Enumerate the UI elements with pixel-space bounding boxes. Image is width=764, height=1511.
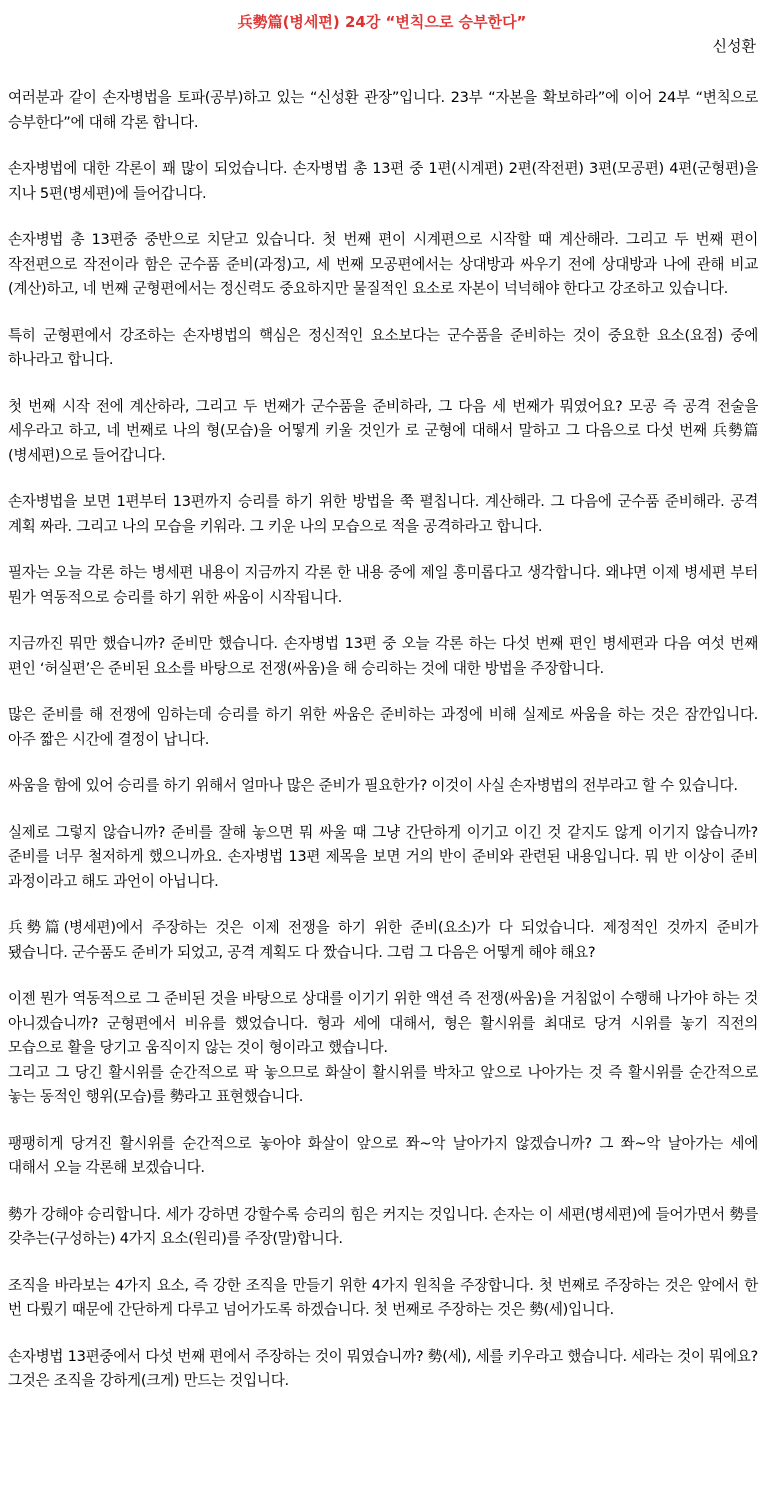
paragraph: 필자는 오늘 각론 하는 병세편 내용이 지금까지 각론 한 내용 중에 제일 흥미롭다고 생각합니다. 왜냐면 이제 병세편 부터 뭔가 역동적으로 승리를 하기 위한 싸움이 시작됩니다. [8, 564, 758, 606]
paragraph: 팽팽히게 당겨진 활시위를 순간적으로 놓아야 화살이 앞으로 쫘~악 날아가지 않겠습니까? 그 쫘~악 날아가는 세에 대해서 오늘 각론해 보겠습니다. [8, 1134, 758, 1176]
paragraph: 兵勢篇(병세편)에서 주장하는 것은 이제 전쟁을 하기 위한 준비(요소)가 다 되었습니다. 제정적인 것까지 준비가 됐습니다. 군수품도 준비가 되었고, 공격 계획도 다 짰습니다. 그럼 그 다음은 어떻게 해야 해요? [8, 919, 758, 961]
article-body [8, 86, 758, 1416]
paragraph: 여러분과 같이 손자병법을 토파(공부)하고 있는 “신성환 관장”입니다. 23부 “자본을 확보하라”에 이어 24부 “변칙으로 승부한다”에 대해 각론 합니다. [8, 89, 758, 131]
paragraph: 손자병법 총 13편중 중반으로 치닫고 있습니다. 첫 번째 편이 시계편으로 시작할 때 계산해라. 그리고 두 번째 편이 작전편으로 작전이라 함은 군수품 준비(과정)고, 세 번째 모공편에서는 상대방과 싸우기 전에 상대방과 나에 관해 비교(계산)하고, 네 번째 군형편에서는 정신력도 중요하지만 물질적인 요소로 자본이 넉넉해야 한다고 강조하고 있습니다. [8, 231, 758, 297]
paragraph: 첫 번째 시작 전에 계산하라, 그리고 두 번째가 군수품을 준비하라, 그 다음 세 번째가 뭐였어요? 모공 즉 공격 전술을 세우라고 하고, 네 번째로 나의 형(모습)을 어떻게 키울 것인가 로 군형에 대해서 말하고 그 다음으로 다섯 번째 兵勢篇(병세편)으로 들어갑니다. [8, 397, 758, 464]
paragraph: 조직을 바라보는 4가지 요소, 즉 강한 조직을 만들기 위한 4가지 원칙을 주장합니다. 첫 번째로 주장하는 것은 앞에서 한 번 다뤘기 때문에 간단하게 다루고 넘어가도록 하겠습니다. 첫 번째로 주장하는 것은 勢(세)입니다. [8, 1276, 758, 1318]
paragraph: 싸움을 함에 있어 승리를 하기 위해서 얼마나 많은 준비가 필요한가? 이것이 사실 손자병법의 전부라고 할 수 있습니다. [8, 777, 738, 794]
document-title: 兵勢篇(병세편) 24강 “변칙으로 승부한다” [237, 13, 527, 31]
paragraph: 실제로 그렇지 않습니까? 준비를 잘해 놓으면 뭐 싸울 때 그냥 간단하게 이기고 이긴 것 같지도 않게 이기지 않습니까? 준비를 너무 철저하게 했으니까요. 손자병법 13편 제목을 보면 거의 반이 준비와 관련된 내용입니다. 뭐 반 이상이 준비 과정이라고 해도 과언이 아닙니다. [8, 823, 758, 890]
author-name: 신성환 [712, 37, 756, 55]
paragraph: 손자병법에 대한 각론이 꽤 많이 되었습니다. 손자병법 총 13편 중 1편(시계편) 2편(작전편) 3편(모공편) 4편(군형편)을 지나 5편(병세편)에 들어갑니다. [8, 160, 758, 202]
paragraph: 손자병법을 보면 1편부터 13편까지 승리를 하기 위한 방법을 쭉 펼칩니다. 계산해라. 그 다음에 군수품 준비해라. 공격 계획 짜라. 그리고 나의 모습을 키워라. 그 키운 나의 모습으로 적을 공격하라고 합니다. [8, 493, 758, 535]
paragraph: 勢가 강해야 승리합니다. 세가 강하면 강할수록 승리의 힘은 커지는 것입니다. 손자는 이 세편(병세편)에 들어가면서 勢를 갖추는(구성하는) 4가지 요소(원리)를 주장(말)합니다. [8, 1205, 758, 1247]
paragraph: 손자병법 13편중에서 다섯 번째 편에서 주장하는 것이 뭐였습니까? 勢(세), 세를 키우라고 했습니다. 세라는 것이 뭐에요? 그것은 조직을 강하게(크게) 만드는 것입니다. [8, 1347, 758, 1389]
paragraph: 특히 군형편에서 강조하는 손자병법의 핵심은 정신적인 요소보다는 군수품을 준비하는 것이 중요한 요소(요점) 중에 하나라고 합니다. [8, 326, 758, 368]
paragraph: 이젠 뭔가 역동적으로 그 준비된 것을 바탕으로 상대를 이기기 위한 액션 즉 전쟁(싸움)을 거침없이 수행해 나가야 하는 것 아니겠습니까? 군형편에서 비유를 했었습니다. 형과 세에 대해서, 형은 활시위를 최대로 당겨 시위를 놓기 직전의 모습으로 활을 당기고 움직이지 않는 것이 형이라고 했습니다. [8, 990, 758, 1056]
paragraph: 그리고 그 당긴 활시위를 순간적으로 팍 놓으므로 화살이 활시위를 박차고 앞으로 나아가는 것 즉 활시위를 순간적으로 놓는 동적인 행위(모습)를 勢라고 표현했습니다. [8, 1063, 758, 1105]
paragraph: 지금까진 뭐만 했습니까? 준비만 했습니다. 손자병법 13편 중 오늘 각론 하는 다섯 번째 편인 병세편과 다음 여섯 번째 편인 ‘허실편’은 준비된 요소를 바탕으로 전쟁(싸움)을 해 승리하는 것에 대한 방법을 주장합니다. [8, 635, 758, 677]
paragraph: 많은 준비를 해 전쟁에 임하는데 승리를 하기 위한 싸움은 준비하는 과정에 비해 실제로 싸움을 하는 것은 잠깐입니다. 아주 짧은 시간에 결정이 납니다. [8, 706, 758, 748]
